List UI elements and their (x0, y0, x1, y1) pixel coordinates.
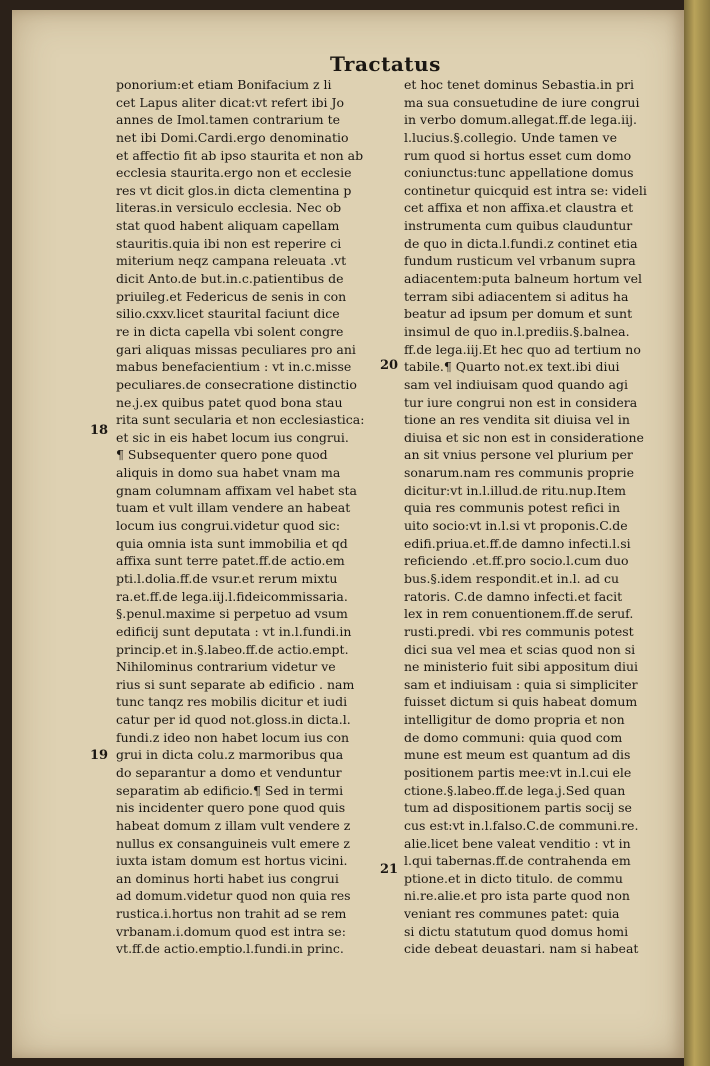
right-column-text-line: tur iure congrui non est in considera (404, 394, 638, 410)
left-column-text-line: stat quod habent aliquam capellam (116, 218, 340, 234)
right-column-text-line: positionem partis mee:vt in.l.cui ele (404, 764, 632, 780)
right-column-text-line: si dictu statutum quod domus homi (404, 923, 629, 939)
left-column-text-line: ra.et.ff.de lega.iij.l.fideicommissaria. (116, 588, 348, 604)
left-column-text-line: peculiares.de consecratione distinctio (116, 376, 357, 392)
left-column-text-line: dicit Anto.de but.in.c.patientibus de (116, 271, 344, 287)
right-column-text-line: veniant res communes patet: quia (404, 906, 620, 922)
left-column-text-line: ponorium:et etiam Bonifacium z li (116, 77, 332, 92)
right-column-text-line: rusti.predi. vbi res communis potest (404, 623, 634, 639)
left-column-text-line: §.penul.maxime si perpetuo ad vsum (116, 606, 348, 622)
right-column-text-line: diuisa et sic non est in consideratione (404, 429, 644, 445)
left-column-text-line: ¶ Subsequenter quero pone quod (116, 447, 328, 463)
left-column-text-line: gari aliquas missas peculiares pro ani (116, 341, 356, 357)
margin-number-18: 18 (90, 423, 109, 438)
right-column-text-line: sam et indiuisam : quia si simpliciter (404, 676, 638, 692)
left-column-text-line: princip.et in.§.labeo.ff.de actio.empt. (116, 641, 349, 657)
left-column-text-line: vt.ff.de actio.emptio.l.fundi.in princ. (116, 941, 344, 957)
left-column-text-line: net ibi Domi.Cardi.ergo denominatio (116, 129, 349, 145)
right-column-text-line: terram sibi adiacentem si aditus ha (404, 288, 629, 304)
right-column-text-line: quia res communis potest refici in (404, 500, 621, 516)
left-column-text-line: gnam columnam affixam vel habet sta (116, 482, 357, 498)
left-column-text-line: res vt dicit glos.in dicta clementina p (116, 182, 352, 198)
left-column-text-line: cet Lapus aliter dicat:vt refert ibi Jo (116, 94, 345, 110)
left-column-text-line: habeat domum z illam vult vendere z (116, 817, 351, 833)
left-column-text-line: priuileg.et Federicus de senis in con (116, 288, 347, 304)
right-column-text-line: insimul de quo in.l.prediis.§.balnea. (404, 323, 630, 339)
right-column-text-line: dicitur:vt in.l.illud.de ritu.nup.Item (404, 482, 627, 498)
left-column-text-line: annes de Imol.tamen contrarium te (116, 112, 341, 128)
right-column-text-line: sonarum.nam res communis proprie (404, 465, 634, 481)
right-column-text-line: tum ad dispositionem partis socij se (404, 800, 632, 816)
left-column-text-line: iuxta istam domum est hortus vicini. (116, 853, 348, 869)
left-text-column (116, 76, 384, 958)
left-column-text-line: fundi.z ideo non habet locum ius con (116, 729, 350, 745)
right-column-text-line: adiacentem:puta balneum hortum vel (404, 271, 643, 287)
left-column-text-line: affixa sunt terre patet.ff.de actio.em (116, 553, 345, 569)
left-column-text-line: edificij sunt deputata : vt in.l.fundi.in (116, 623, 352, 639)
right-column-text-line: ma sua consuetudine de iure congrui (404, 94, 640, 110)
right-column-text-line: l.qui tabernas.ff.de contrahenda em (404, 853, 631, 869)
left-column-text-line: tunc tanqz res mobilis dicitur et iudi (116, 694, 348, 710)
right-column-text-line: sam vel indiuisam quod quando agi (404, 376, 628, 392)
right-column-text-line: edifi.priua.et.ff.de damno infecti.l.si (404, 535, 631, 551)
left-column-text-line: re in dicta capella vbi solent congre (116, 323, 344, 339)
left-column-text-line: silio.cxxv.licet staurital faciunt dice (116, 306, 340, 322)
left-column-text-line: do separantur a domo et venduntur (116, 764, 342, 780)
left-column-text-line: an dominus horti habet ius congrui (116, 870, 339, 886)
right-column-text-line: continetur quicquid est intra se: videli (404, 182, 647, 198)
page-edge-gutter (684, 0, 710, 1066)
left-column-text-line: pti.l.dolia.ff.de vsur.et rerum mixtu (116, 570, 338, 586)
right-column-text-line: ptione.et in dicto titulo. de commu (404, 870, 623, 886)
left-column-text-line: vrbanam.i.domum quod est intra se: (116, 923, 346, 939)
right-column-text-line: tabile.¶ Quarto not.ex text.ibi diui (404, 359, 620, 375)
left-column-text-line: Nihilominus contrarium videtur ve (116, 659, 336, 675)
left-column-text-line: nullus ex consanguineis vult emere z (116, 835, 351, 851)
left-column-text-line: quia omnia ista sunt immobilia et qd (116, 535, 348, 551)
margin-number-19: 19 (90, 748, 109, 763)
left-column-text-line: stauritis.quia ibi non est reperire ci (116, 235, 342, 251)
left-column-text-line: nis incidenter quero pone quod quis (116, 800, 346, 816)
right-column-text-line: ctione.§.labeo.ff.de lega.j.Sed quan (404, 782, 626, 798)
left-column-text-line: locum ius congrui.videtur quod sic: (116, 518, 341, 534)
left-column-text-line: separatim ab edificio.¶ Sed in termi (116, 782, 344, 798)
left-column-text-line: literas.in versiculo ecclesia. Nec ob (116, 200, 342, 216)
right-column-text-line: alie.licet bene valeat venditio : vt in (404, 835, 631, 851)
right-column-text-line: lex in rem conuentionem.ff.de seruf. (404, 606, 634, 622)
left-column-text-line: grui in dicta colu.z marmoribus qua (116, 747, 344, 763)
right-column-text-line: in verbo domum.allegat.ff.de lega.iij. (404, 112, 637, 128)
right-column-text-line: et hoc tenet dominus Sebastia.in pri (404, 77, 634, 92)
right-column-text-line: ratoris. C.de damno infecti.et facit (404, 588, 623, 604)
right-column-text-line: l.lucius.§.collegio. Unde tamen ve (404, 129, 618, 145)
right-column-text-line: ff.de lega.iij.Et hec quo ad tertium no (404, 341, 641, 357)
right-column-text-line: dici sua vel mea et scias quod non si (404, 641, 636, 657)
right-column-text-line: cide debeat deuastari. nam si habeat (404, 941, 639, 957)
right-column-text-line: coniunctus:tunc appellatione domus (404, 165, 634, 181)
left-column-text-line: rius si sunt separate ab edificio . nam (116, 676, 355, 692)
running-head: Tractatus (330, 52, 441, 76)
right-column-text-line: an sit vnius persone vel plurium per (404, 447, 633, 463)
right-column-text-line: beatur ad ipsum per domum et sunt (404, 306, 633, 322)
left-column-text-line: ne.j.ex quibus patet quod bona stau (116, 394, 343, 410)
right-column-text-line: reficiendo .et.ff.pro socio.l.cum duo (404, 553, 629, 569)
left-column-text-line: et affectio fit ab ipso staurita et non ab (116, 147, 364, 163)
left-column-text-line: et sic in eis habet locum ius congrui. (116, 429, 349, 445)
left-column-text-line: catur per id quod not.gloss.in dicta.l. (116, 712, 351, 728)
right-column-text-line: cet affixa et non affixa.et claustra et (404, 200, 634, 216)
right-column-text-line: tione an res vendita sit diuisa vel in (404, 412, 630, 428)
right-column-text-line: intelligitur de domo propria et non (404, 712, 625, 728)
right-column-text-line: uito socio:vt in.l.si vt proponis.C.de (404, 518, 628, 534)
left-column-text-line: ecclesia staurita.ergo non et ecclesie (116, 165, 352, 181)
left-column-text-line: aliquis in domo sua habet vnam ma (116, 465, 341, 481)
margin-number-20: 20 (380, 358, 399, 373)
right-column-text-line: mune est meum est quantum ad dis (404, 747, 631, 763)
right-column-text-line: ne ministerio fuit sibi appositum diui (404, 659, 639, 675)
left-column-text-line: tuam et vult illam vendere an habeat (116, 500, 351, 516)
right-column-text-line: cus est:vt in.l.falso.C.de communi.re. (404, 817, 639, 833)
left-column-text-line: rita sunt secularia et non ecclesiastica: (116, 412, 365, 428)
left-column-text-line: ad domum.videtur quod non quia res (116, 888, 351, 904)
right-column-text-line: bus.§.idem respondit.et in.l. ad cu (404, 570, 620, 586)
left-column-text-line: miterium neqz campana releuata .vt (116, 253, 347, 269)
left-column-text-line: rustica.i.hortus non trahit ad se rem (116, 906, 347, 922)
right-column-text-line: ni.re.alie.et pro ista parte quod non (404, 888, 630, 904)
margin-number-21: 21 (380, 862, 399, 877)
right-column-text-line: de quo in dicta.l.fundi.z continet etia (404, 235, 638, 251)
right-column-text-line: fundum rusticum vel vrbanum supra (404, 253, 636, 269)
right-column-text-line: instrumenta cum quibus clauduntur (404, 218, 633, 234)
right-column-text-line: de domo communi: quia quod com (404, 729, 623, 745)
right-text-column (404, 76, 670, 958)
right-column-text-line: fuisset dictum si quis habeat domum (404, 694, 638, 710)
right-column-text-line: rum quod si hortus esset cum domo (404, 147, 632, 163)
left-column-text-line: mabus benefacientium : vt in.c.misse (116, 359, 352, 375)
